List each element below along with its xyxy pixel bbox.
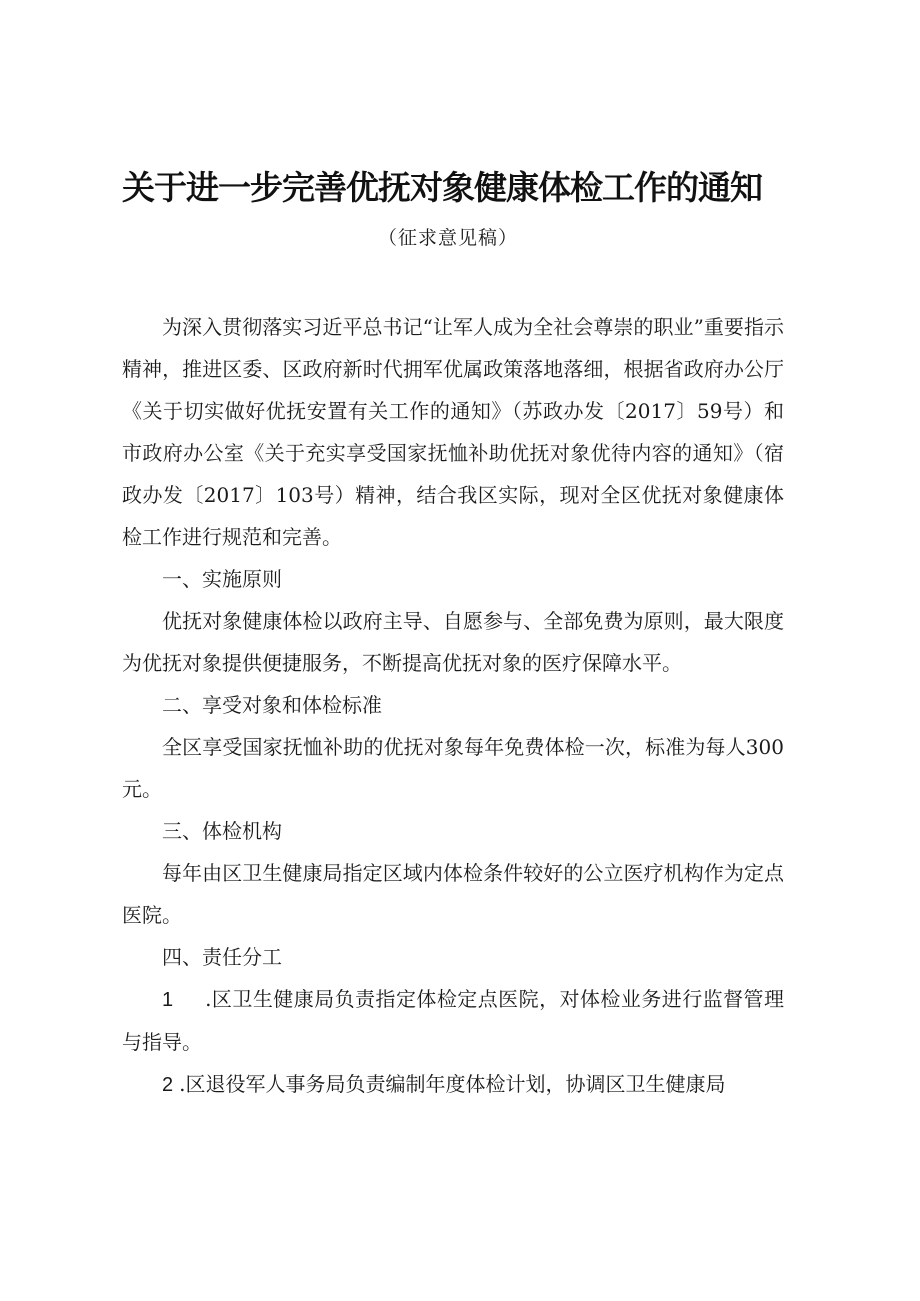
section-heading-standards: 二、享受对象和体检标准 (162, 693, 382, 717)
section-heading-institutions: 三、体检机构 (162, 819, 282, 843)
intro-paragraph: 为深入贯彻落实习近平总书记“让军人成为全社会尊崇的职业”重要指示精神，推进区委、区政府新时代拥军优属政策落地落细，根据省政府办公厅《关于切实做好优抚安置有关工作的通知》（苏政办发〔2017〕59号）和市政府办公室《关于充实享受国家抚恤补助优抚对象优待内容的通知》（宿政办发〔2017〕103号）精神，结合我区实际，现对全区优抚对象健康体检工作进行规范和完善。 (122, 315, 784, 549)
list-item-text: .区卫生健康局负责指定体检定点医院，对体检业务进行监督管理与指导。 (122, 987, 784, 1054)
section-text-standards: 全区享受国家抚恤补助的优抚对象每年免费体检一次，标准为每人300元。 (122, 735, 784, 801)
document-title: 关于进一步完善优抚对象健康体检工作的通知 (122, 168, 762, 207)
section-heading-responsibilities: 四、责任分工 (162, 945, 282, 969)
list-item-number: 1 (162, 989, 174, 1011)
section-text-institutions: 每年由区卫生健康局指定区域内体检条件较好的公立医疗机构作为定点医院。 (122, 861, 784, 927)
section-text-principles: 优抚对象健康体检以政府主导、自愿参与、全部免费为原则，最大限度为优抚对象提供便捷服务，不断提高优抚对象的医疗保障水平。 (122, 609, 784, 675)
list-item (122, 1063, 784, 1106)
document-body (122, 306, 784, 1106)
document-subtitle: （征求意见稿） (378, 227, 519, 249)
list-item-number: 2 (162, 1074, 174, 1096)
section-heading-principles: 一、实施原则 (162, 567, 282, 591)
list-item (122, 978, 784, 1063)
list-item-text: .区退役军人事务局负责编制年度体检计划，协调区卫生健康局 (179, 1072, 726, 1096)
